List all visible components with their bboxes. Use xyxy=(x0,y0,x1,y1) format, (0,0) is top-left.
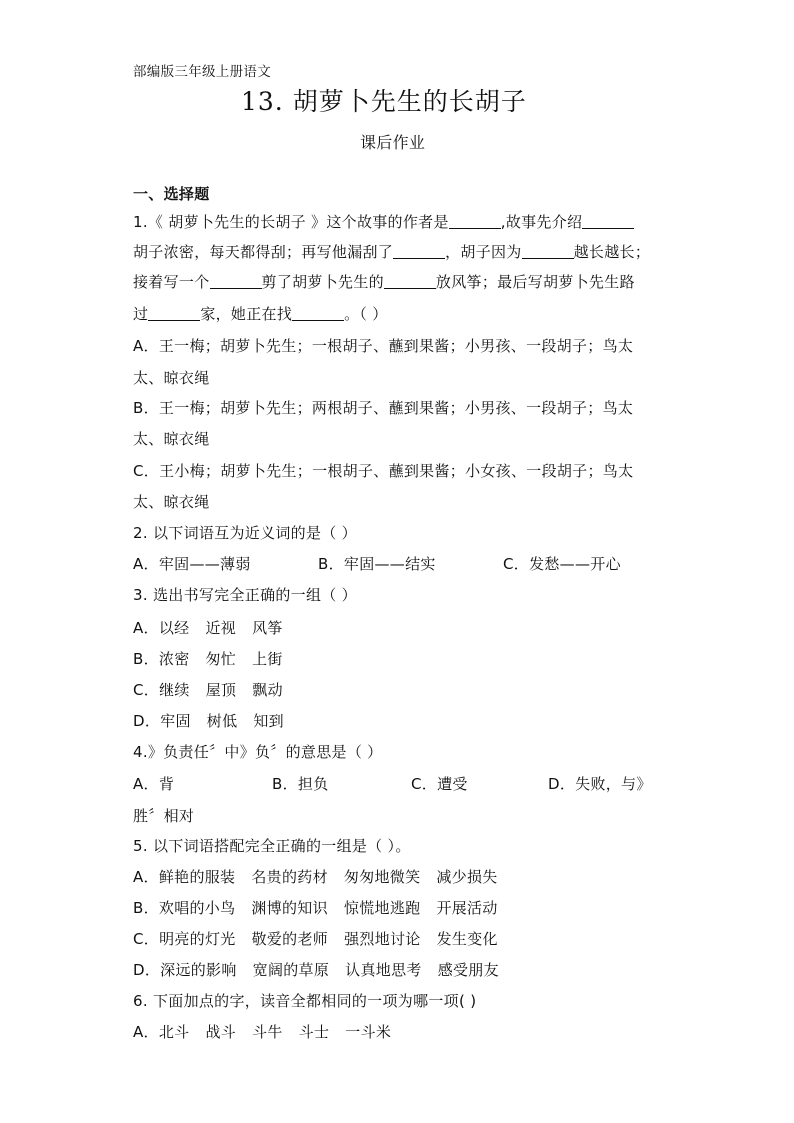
question-1-line-2 xyxy=(133,242,650,262)
option-word: 知到 xyxy=(253,712,284,730)
answer-blank[interactable] xyxy=(582,214,634,229)
option-phrase: 渊博的知识 xyxy=(251,899,328,917)
question-1-line-4 xyxy=(133,304,388,324)
option-a[interactable] xyxy=(133,1022,391,1042)
question-1-line-3 xyxy=(133,272,635,292)
question-1-text: 过 xyxy=(133,305,149,323)
option-d[interactable] xyxy=(133,960,499,980)
option-phrase: 认真地思考 xyxy=(345,961,422,979)
grade-subject-label: 部编版三年级上册语文 xyxy=(133,64,271,80)
option-word: 近视 xyxy=(205,619,237,637)
option-word: 树低 xyxy=(206,712,238,730)
option-phrase: B．欢唱的小鸟 xyxy=(133,899,236,917)
answer-blank[interactable] xyxy=(292,306,344,321)
question-1-text: 1.《 胡萝卜先生的长胡子 》这个故事的作者是 xyxy=(133,213,449,231)
question-1-text: 胡子浓密，每天都得刮；再写他漏刮了 xyxy=(133,243,394,261)
option-c[interactable] xyxy=(133,929,498,949)
option-a[interactable] xyxy=(133,867,498,887)
option-b[interactable] xyxy=(133,649,283,669)
answer-blank[interactable] xyxy=(449,214,501,229)
option-c[interactable]: C．王小梅；胡萝卜先生；一根胡子、蘸到果酱；小女孩、一段胡子；鸟太 xyxy=(133,462,634,480)
option-phrase: 减少损失 xyxy=(436,868,498,886)
option-word: 战斗 xyxy=(205,1023,237,1041)
option-word: 上街 xyxy=(252,650,283,668)
option-phrase: 宽阔的草原 xyxy=(252,961,330,979)
option-word: C．继续 xyxy=(133,681,190,699)
question-1-text: 剪了胡萝卜先生的 xyxy=(261,273,384,291)
question-6-stem: 6. 下面加点的字，读音全都相同的一项为哪一项( ) xyxy=(133,992,477,1010)
option-word: A．北斗 xyxy=(133,1023,190,1041)
option-b[interactable]: B．牢固——结实 xyxy=(318,555,436,573)
option-a[interactable]: A．背 xyxy=(133,775,175,793)
question-2-stem: 2. 以下词语互为近义词的是（ ） xyxy=(133,524,357,542)
page-subtitle: 课后作业 xyxy=(360,133,426,152)
option-phrase: A．鲜艳的服装 xyxy=(133,868,236,886)
option-phrase: 敬爱的老师 xyxy=(251,930,329,948)
option-phrase: D．深远的影响 xyxy=(133,961,237,979)
answer-blank[interactable] xyxy=(393,244,445,259)
question-1-text: 放风筝；最后写胡萝卜先生路 xyxy=(435,273,635,291)
option-word: 斗牛 xyxy=(252,1023,283,1041)
option-b[interactable]: B．担负 xyxy=(272,775,329,793)
option-phrase: 开展活动 xyxy=(436,899,498,917)
option-word: 飘动 xyxy=(252,681,283,699)
option-c[interactable] xyxy=(133,680,283,700)
question-3-stem: 3. 选出书写完全正确的一组（ ） xyxy=(133,586,357,604)
option-b[interactable] xyxy=(133,898,498,918)
question-1-text: 接着写一个 xyxy=(133,273,210,291)
option-c[interactable]: C．遭受 xyxy=(411,775,468,793)
option-a[interactable]: A．牢固——薄弱 xyxy=(133,555,251,573)
option-word: 匆忙 xyxy=(205,650,237,668)
option-d-cont: 胜〞相对 xyxy=(133,807,195,825)
option-word: A．以经 xyxy=(133,619,190,637)
page-title: 13. 胡萝卜先生的长胡子 xyxy=(241,87,527,116)
option-word: 一斗米 xyxy=(345,1023,392,1041)
option-word: D．牢固 xyxy=(133,712,191,730)
answer-paren[interactable]: 。（ ） xyxy=(344,305,388,323)
option-phrase: C．明亮的灯光 xyxy=(133,930,236,948)
option-a[interactable]: A．王一梅；胡萝卜先生；一根胡子、蘸到果酱；小男孩、一段胡子；鸟太 xyxy=(133,337,634,355)
option-c-cont: 太、晾衣绳 xyxy=(133,493,210,511)
option-phrase: 发生变化 xyxy=(436,930,498,948)
option-phrase: 感受朋友 xyxy=(437,961,499,979)
question-1-text: 家，她正在找 xyxy=(200,305,293,323)
question-4-stem: 4.》负责任〞中》负〞的意思是（ ） xyxy=(133,743,383,761)
option-d[interactable]: D．失败，与》 xyxy=(548,775,652,793)
option-word: B．浓密 xyxy=(133,650,190,668)
option-b-cont: 太、晾衣绳 xyxy=(133,430,210,448)
question-5-stem: 5. 以下词语搭配完全正确的一组是（ ）。 xyxy=(133,837,411,855)
option-c[interactable]: C．发愁——开心 xyxy=(503,555,621,573)
question-1-line-1 xyxy=(133,212,634,232)
option-b[interactable]: B．王一梅；胡萝卜先生；两根胡子、蘸到果酱；小男孩、一段胡子；鸟太 xyxy=(133,399,634,417)
option-a-cont: 太、晾衣绳 xyxy=(133,369,210,387)
question-4-options xyxy=(133,774,652,794)
question-1-text: ,故事先介绍 xyxy=(500,213,583,231)
answer-blank[interactable] xyxy=(522,244,574,259)
question-1-text: 越长越长； xyxy=(573,243,651,261)
option-d[interactable] xyxy=(133,711,284,731)
option-phrase: 强烈地讨论 xyxy=(344,930,421,948)
answer-blank[interactable] xyxy=(210,274,262,289)
option-phrase: 匆匆地微笑 xyxy=(343,868,421,886)
option-phrase: 名贵的药材 xyxy=(251,868,328,886)
option-a[interactable] xyxy=(133,618,283,638)
option-word: 斗士 xyxy=(298,1023,330,1041)
section-title: 一、选择题 xyxy=(133,185,210,203)
question-1-text: ，胡子因为 xyxy=(445,243,522,261)
answer-blank[interactable] xyxy=(384,274,436,289)
option-phrase: 惊慌地逃跑 xyxy=(343,899,421,917)
question-2-options xyxy=(133,554,621,574)
option-word: 屋顶 xyxy=(205,681,237,699)
option-word: 风筝 xyxy=(252,619,283,637)
answer-blank[interactable] xyxy=(148,306,200,321)
